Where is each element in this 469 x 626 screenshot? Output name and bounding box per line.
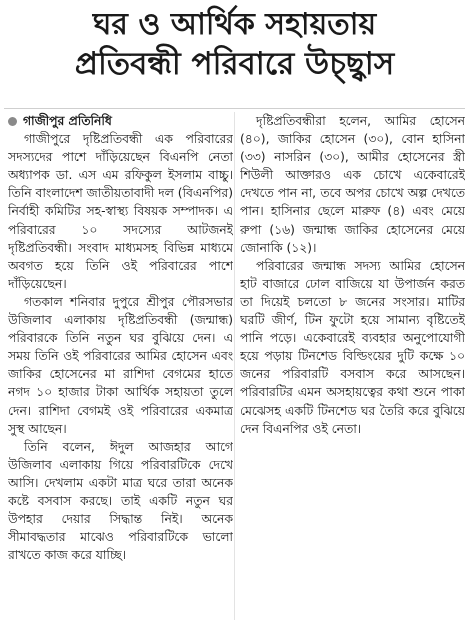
paragraph-1: গাজীপুরে দৃষ্টিপ্রতিবন্ধী এক পরিবারের সদস্যদের পাশে দাঁড়িয়েছেন বিএনপি নেতা অধ্যাপক ডা. এস এম রফিকুল ইসলাম বাচ্চু। তিনি বাংলাদেশ জাতীয়তাবাদী দল (বিএনপির) নির্বাহী কমিটির সহ-স্বাস্থ্য বিষয়ক সম্পাদক। এ পরিবারের ১০ সদস্যের আটজনই দৃষ্টিপ্রতিবন্ধী। সংবাদ মাধ্যমসহ বিভিন্ন মাধ্যমে অবগত হয়ে তিনি ওই পরিবারের পাশে দাঁড়িয়েছেন।: [8, 132, 233, 291]
column-divider: [234, 112, 235, 620]
headline-line-1: ঘর ও আর্থিক সহায়তায়: [92, 7, 377, 42]
paragraph-4: দৃষ্টিপ্রতিবন্ধীরা হলেন, আমির হোসেন (৪০), জাকির হোসেন (৩০), বোন হাসিনা (৩৩) নাসরিন (৩০), আমীর হোসেনের স্ত্রী শিউলী আক্তারও এক চোখে একেবারেই দেখতে পান না, তবে অপর চোখে অল্প দেখতে পান। হাসিনার ছেলে মারুফ (৪) এবং মেয়ে রুপা (১৬) জন্মান্ধ জাকির হোসেনের মেয়ে জোনাকি (১২)।: [240, 114, 465, 255]
headline-line-2: প্রতিবন্ধী পরিবারে উচ্ছ্বাস: [74, 46, 395, 82]
bullet-icon: [8, 117, 17, 126]
byline-text: গাজীপুর প্রতিনিধি: [23, 114, 112, 128]
paragraph-5: পরিবারের জন্মান্ধ সদস্য আমির হোসেন হাট বাজারে ঢোল বাজিয়ে যা উপার্জন করত তা দিয়েই চলতো ৮ জনের সংসার। মাটির ঘরটি জীর্ণ, টিন ফুটো হয়ে সামান্য বৃষ্টিতেই পানি পড়ে। একেবারেই ব্যবহার অনুপোযোগী হয়ে পড়ায় টিনশেড বিল্ডিংয়ের দুটি কক্ষে ১০ জনের পরিবারটি বসবাস করে আসছেন। পরিবারটির এমন অসহায়ত্বের কথা শুনে পাকা মেঝেসহ একটি টিনশেড ঘর তৈরি করে বুঝিয়ে দেন বিএনপির ওই নেতা।: [240, 258, 465, 436]
headline-divider: [4, 108, 465, 109]
paragraph-3: তিনি বলেন, ঈদুল আজহার আগে উজিলাব এলাকায় গিয়ে পরিবারটিকে দেখে আসি। দেখলাম একটা মাত্র ঘরে তারা অনেক কষ্টে বসবাস করছে। তাই একটি নতুন ঘর উপহার দেয়ার সিদ্ধান্ত নিই। অনেক সীমাবদ্ধতার মাঝেও পরিবারটিকে ভালো রাখতে কাজ করে যাচ্ছি।: [8, 439, 233, 563]
article-column-right: [240, 112, 465, 622]
paragraph-2: গতকাল শনিবার দুপুরে শ্রীপুর পৌরসভার উজিলাব এলাকায় দৃষ্টিপ্রতিবন্ধী (জন্মান্ধ) পরিবারকে তিনি নতুন ঘর বুঝিয়ে দেন। এ সময় তিনি ওই পরিবারের আমির হোসেন এবং জাকির হোসেনের মা রাশিদা বেগমের হাতে নগদ ১০ হাজার টাকা আর্থিক সহায়তা তুলে দেন। রাশিদা বেগমই ওই পরিবারের একমাত্র সুস্থ আছেন।: [8, 294, 233, 436]
headline: [0, 6, 469, 84]
article-column-left: [8, 112, 233, 622]
byline: [8, 112, 233, 130]
